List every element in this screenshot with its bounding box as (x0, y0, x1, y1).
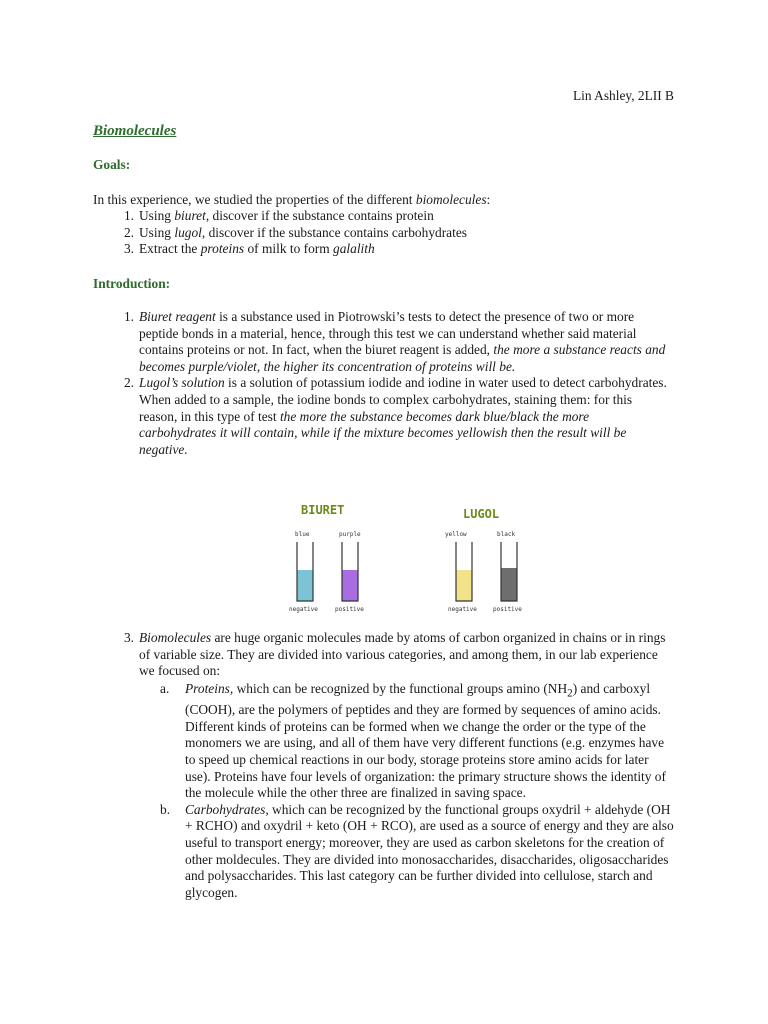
intro-number: 3. (123, 630, 134, 645)
goals-intro-italic: biomolecules (415, 192, 487, 207)
goal-item (123, 208, 467, 225)
goal-text: , discover if the substance contains protein (205, 208, 434, 223)
intro-item-biomolecules (123, 630, 669, 680)
tube-bottom-label: positive (493, 606, 522, 613)
goal-text: Using (139, 224, 175, 240)
sub-letter: b. (160, 801, 171, 817)
intro-term: Biuret reagent (139, 309, 216, 324)
intro-text: is a solution of potassium iodide and iodine in water used to detect carbohydrates. When added to a sample, the iodine bonds to complex carbohydrates, staining them: for this reason, in this type of test (139, 375, 667, 424)
sub-text: ) and carboxyl (COOH), are the polymers of peptides and they are formed by sequences of amino acids. Different kinds of proteins can be formed when we change the order or the type of the monomers we are using, and all of them have very different functions (e.g. enzymes have to speed up chemical reactions in our body, storage proteins store amino acids for later use). Proteins have four levels of organization: the primary structure shows the identity of the molecule while the other three are finalized in saving space. (185, 681, 666, 801)
goal-italic: proteins (200, 241, 245, 257)
tube-bottom-label: negative (289, 606, 318, 613)
sub-item-carbohydrates (160, 801, 675, 902)
tube-liquid (501, 568, 517, 601)
test-tubes-figure (283, 494, 533, 618)
tube-top-label: yellow (445, 531, 467, 538)
goal-item (123, 241, 467, 258)
introduction-list-continued (123, 630, 669, 680)
author-line: Lin Ashley, 2LII B (572, 88, 674, 103)
sub-letter: a. (160, 681, 170, 696)
intro-text: is a substance used in Piotrowski’s tests to detect the presence of two or more peptide bonds in a material, hence, through this test we can understand whether said material contains proteins or not. In fact, when the biuret reagent is added, (139, 309, 637, 358)
intro-italic: the more a substance reacts and becomes purple/violet, the higher its concentration of proteins will be. (139, 342, 666, 374)
tube-top-label: blue (295, 531, 310, 538)
goals-intro (93, 192, 490, 209)
intro-number: 2. (123, 375, 134, 391)
intro-number: 1. (123, 309, 134, 324)
tube-liquid (342, 570, 358, 601)
subscript: 2 (567, 687, 573, 700)
lugol-title: LUGOL (463, 507, 500, 521)
goal-text: Using (139, 208, 175, 223)
goal-number: 1. (123, 208, 134, 223)
goal-number: 3. (123, 241, 134, 257)
goal-item (123, 224, 467, 242)
intro-term: Biomolecules (139, 630, 212, 645)
intro-italic: the more the substance becomes dark blue/black the more carbohydrates it will contain, while if the mixture becomes yellowish then the result will be negative. (139, 408, 627, 457)
goals-intro-text: In this experience, we studied the properties of the different (93, 192, 413, 207)
goals-intro-end: : (486, 192, 491, 207)
tube-bottom-label: positive (335, 606, 364, 613)
sub-term: Proteins, (185, 681, 234, 696)
sub-item-proteins (160, 681, 675, 802)
intro-item-lugol (123, 375, 669, 458)
goal-number: 2. (123, 224, 134, 240)
goals-list (123, 208, 467, 258)
intro-term: Lugol’s solution (139, 375, 225, 391)
biuret-title: BIURET (301, 503, 345, 517)
document-title: Biomolecules (93, 123, 177, 139)
tube-liquid (456, 570, 472, 601)
introduction-heading: Introduction: (93, 276, 171, 291)
goal-text: of milk to form (244, 241, 334, 257)
tube-liquid (297, 570, 313, 601)
goal-italic: galalith (333, 241, 375, 257)
tube-top-label: black (497, 531, 516, 538)
tube-top-label: purple (339, 531, 361, 538)
sub-text: , which can be recognized by the functional groups oxydril + aldehyde (OH + RCHO) and oxydril + keto (OH + RCO), are used as a source of energy and they are also useful to transport energy; moreover, they are used as carbon skeletons for the creation of other moldecules. They are divided into monosaccharides, disaccharides, oligosaccharides and polysaccharides. This last category can be further divided into cellulose, starch and glycogen. (185, 801, 674, 900)
goal-italic: lugol (174, 224, 202, 240)
sub-text: which can be recognized by the functional groups amino (NH (233, 681, 568, 696)
goal-text: , discover if the substance contains carbohydrates (201, 224, 467, 240)
tube-bottom-label: negative (448, 606, 477, 613)
intro-text: are huge organic molecules made by atoms of carbon organized in chains or in rings of variable size. They are divided into various categories, and among them, in our lab experience we focused on: (139, 630, 666, 679)
biomolecules-sublist (160, 681, 675, 901)
goal-italic: biuret (174, 208, 206, 223)
goal-text: Extract the (139, 241, 201, 257)
intro-item-biuret (123, 309, 669, 375)
sub-term: Carbohydrates (185, 801, 266, 817)
introduction-list (123, 309, 669, 458)
goals-heading: Goals: (93, 157, 131, 172)
